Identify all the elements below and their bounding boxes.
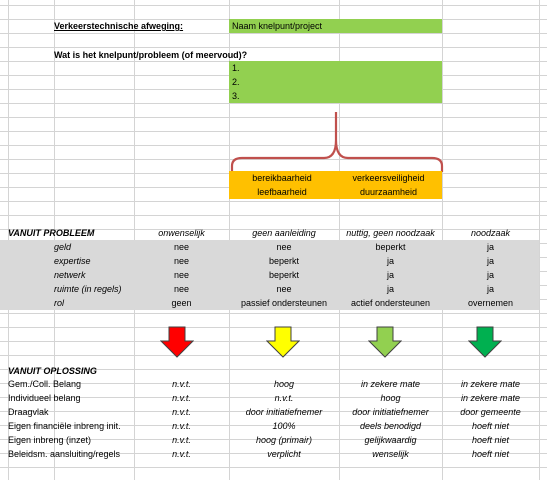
oplossing-cell[interactable]: n.v.t. [172,393,191,403]
arrow-shape [161,327,193,357]
arrow-shape [267,327,299,357]
oplossing-cell[interactable]: door initiatiefnemer [352,407,429,417]
oplossing-cell[interactable]: n.v.t. [274,393,294,403]
oplossing-cell[interactable]: n.v.t. [172,449,191,459]
oplossing-cell[interactable]: verplicht [267,449,301,459]
probleem-cell[interactable]: nee [173,256,190,266]
probleem-cell[interactable]: overnemen [467,298,514,308]
oplossing-cell[interactable]: in zekere mate [460,393,521,403]
arrow-down-yellow-icon [266,326,300,358]
probleem-cell[interactable]: ja [486,256,494,266]
arrow-down-darkgreen-icon [468,326,502,358]
sheet-title: Verkeerstechnische afweging: [54,21,184,31]
theme-bereikbaarheid: bereikbaarheid [252,173,312,183]
problem-item-1[interactable]: 1. [232,63,240,73]
probleem-cell[interactable]: beperkt [268,256,300,266]
oplossing-cell[interactable]: deels benodigd [359,421,422,431]
probleem-cell[interactable]: nee [173,284,190,294]
oplossing-cell[interactable]: gelijkwaardig [364,435,417,445]
oplossing-table [0,377,547,461]
probleem-cell[interactable]: ja [486,270,494,280]
oplossing-cell[interactable]: hoeft niet [471,449,510,459]
column-header-onwenselijk: onwenselijk [158,228,205,238]
oplossing-row-label: Eigen inbreng (inzet) [8,435,92,445]
probleem-cell[interactable]: actief ondersteunen [350,298,431,308]
probleem-row-label: ruimte (in regels) [54,284,122,294]
probleem-cell[interactable]: beperkt [268,270,300,280]
probleem-cell[interactable]: ja [486,284,494,294]
oplossing-cell[interactable]: in zekere mate [360,379,421,389]
probleem-cell[interactable]: beperkt [375,242,406,252]
probleem-row-label: expertise [54,256,91,266]
column-header-nuttig: nuttig, geen noodzaak [346,228,435,238]
oplossing-cell[interactable]: in zekere mate [460,379,521,389]
arrow-shape [369,327,401,357]
oplossing-cell[interactable]: door initiatiefnemer [245,407,323,417]
theme-duurzaamheid: duurzaamheid [359,187,418,197]
problem-question: Wat is het knelpunt/probleem (of meervoud)? [54,50,248,60]
section-title-oplossing: VANUIT OPLOSSING [8,366,97,376]
oplossing-cell[interactable]: n.v.t. [172,435,191,445]
oplossing-cell[interactable]: n.v.t. [172,407,191,417]
arrow-shape [469,327,501,357]
oplossing-cell[interactable]: hoog [273,379,295,389]
probleem-cell[interactable]: geen [171,298,192,308]
problem-item-3[interactable]: 3. [232,91,240,101]
oplossing-cell[interactable]: n.v.t. [172,379,191,389]
problem-item-2[interactable]: 2. [232,77,240,87]
oplossing-row-label: Gem./Coll. Belang [8,379,82,389]
oplossing-row-label: Individueel belang [8,393,81,403]
themes-block [229,171,442,199]
probleem-row-label: netwerk [54,270,86,280]
probleem-cell[interactable]: ja [386,270,394,280]
oplossing-cell[interactable]: 100% [272,421,296,431]
probleem-cell[interactable]: nee [173,270,190,280]
probleem-cell[interactable]: passief ondersteunen [240,298,328,308]
probleem-cell[interactable]: ja [486,242,494,252]
oplossing-cell[interactable]: hoeft niet [471,435,510,445]
oplossing-cell[interactable]: n.v.t. [172,421,191,431]
column-header-geen-aanleiding: geen aanleiding [252,228,316,238]
theme-verkeersveiligheid: verkeersveiligheid [352,173,425,183]
probleem-row-label: geld [54,242,72,252]
column-header-noodzaak: noodzaak [470,228,511,238]
oplossing-cell[interactable]: door gemeente [460,407,521,417]
problem-items-block[interactable] [229,61,442,103]
project-name-cell[interactable]: Naam knelpunt/project [229,19,442,33]
curly-brace-icon [228,110,446,172]
probleem-cell[interactable]: nee [173,242,190,252]
probleem-cell[interactable]: nee [276,242,292,252]
arrow-down-lightgreen-icon [368,326,402,358]
oplossing-row-label: Beleidsm. aansluiting/regels [8,449,121,459]
oplossing-cell[interactable]: hoog (primair) [255,435,313,445]
probleem-cell[interactable]: ja [386,284,394,294]
probleem-row-label: rol [54,298,65,308]
probleem-cell[interactable]: nee [276,284,292,294]
oplossing-cell[interactable]: hoog [380,393,401,403]
oplossing-cell[interactable]: wenselijk [372,449,409,459]
probleem-cell[interactable]: ja [386,256,394,266]
oplossing-row-label: Draagvlak [8,407,49,417]
section-title-probleem: VANUIT PROBLEEM [8,228,95,238]
theme-leefbaarheid: leefbaarheid [257,187,307,197]
arrow-down-red-icon [160,326,194,358]
oplossing-row-label: Eigen financiële inbreng init. [8,421,121,431]
probleem-table [0,240,539,310]
oplossing-cell[interactable]: hoeft niet [471,421,510,431]
